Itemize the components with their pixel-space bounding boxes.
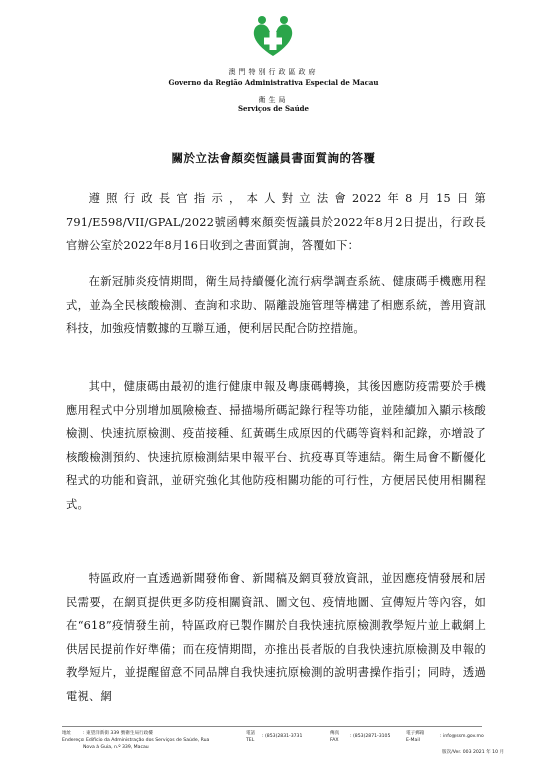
paragraph-health-code <box>66 375 486 517</box>
footer-tel: : (853)2831-3731 <box>262 734 303 739</box>
footer-tel-label: 電話 TEL <box>246 731 256 743</box>
department-name-chinese: 衛生局 <box>258 96 289 104</box>
government-name-chinese: 澳門特別行政區政府 <box>228 68 319 76</box>
footer-version: 版次/Ver. 003 2021 年 10 月 <box>442 750 505 755</box>
government-name-portuguese: Governo da Região Administrativa Especial de Macau <box>168 78 379 87</box>
footer-divider <box>62 726 482 727</box>
ssm-logo-icon <box>249 12 297 60</box>
footer-fax: : (853)2871-3105 <box>350 734 391 739</box>
paragraph-text: 在新冠肺炎疫情期間，衛生局持續優化流行病學調查系統、健康碼手機應用程式，並為全民核酸檢測、查詢和求助、隔離設施管理等構建了相應系統，善用資訊科技，加強疫情數據的互聯互通，便利居民配合防控措施。 <box>66 275 486 336</box>
footer-email-link[interactable]: : info@ssm.gov.mo <box>440 734 484 739</box>
footer-address-label: 地址 Endereço <box>62 731 84 743</box>
paragraph-text: 特區政府一直透過新聞發佈會、新聞稿及網頁發放資訊，並因應疫情發展和居民需要，在網頁提供更多防疫相關資訊、圖文包、疫情地圖、宣傳短片等內容，如在“618”疫情發生前，特區政府已製作關於自我快速抗原檢測教學短片並上載網上供居民提前作好準備；而在疫情期間，亦推出長者版的自我快速抗原檢測及申報的教學短片，並提醒留意不同品牌自我快速抗原檢測的說明書操作指引；同時，透過電視、網 <box>66 572 486 703</box>
paragraph-intro <box>66 187 486 258</box>
document-title: 關於立法會顏奕恆議員書面質詢的答覆 <box>171 151 376 165</box>
paragraph-text: 遵照行政長官指示，本人對立法會2022年8月15日第791/E598/VII/GPAL/2022號函轉來顏奕恆議員於2022年8月2日提出，行政長官辦公室於2022年8月16日收到之書面質詢，答覆如下： <box>66 192 486 253</box>
paragraph-publicity <box>66 567 486 709</box>
footer-email-label: 電子郵箱 E-Mail <box>406 731 425 743</box>
paragraph-systems <box>66 270 486 341</box>
department-name-portuguese: Serviços de Saúde <box>237 104 310 113</box>
paragraph-text: 其中，健康碼由最初的進行健康申報及粵康碼轉換，其後因應防疫需要於手機應用程式中分別增加風險檢查、掃描場所碼記錄行程等功能，並陸續加入顯示核酸檢測、快速抗原檢測、疫苗接種、紅黃碼生成原因的代碼等資料和記錄，亦增設了核酸檢測預約、快速抗原檢測結果申報平台、抗疫專頁等連結。衛生局會不斷優化程式的功能和資訊，並研究強化其他防疫相關功能的可行性，方便居民使用相關程式。 <box>66 380 486 511</box>
footer-fax-label: 傳真 FAX <box>330 731 340 743</box>
footer-address: : 東望洋新街 339 號衛生局行政樓 : Edifício da Administração dos Serviços de Saúde, Rua Nova à Guia, n.º 339, Macau <box>83 731 210 750</box>
